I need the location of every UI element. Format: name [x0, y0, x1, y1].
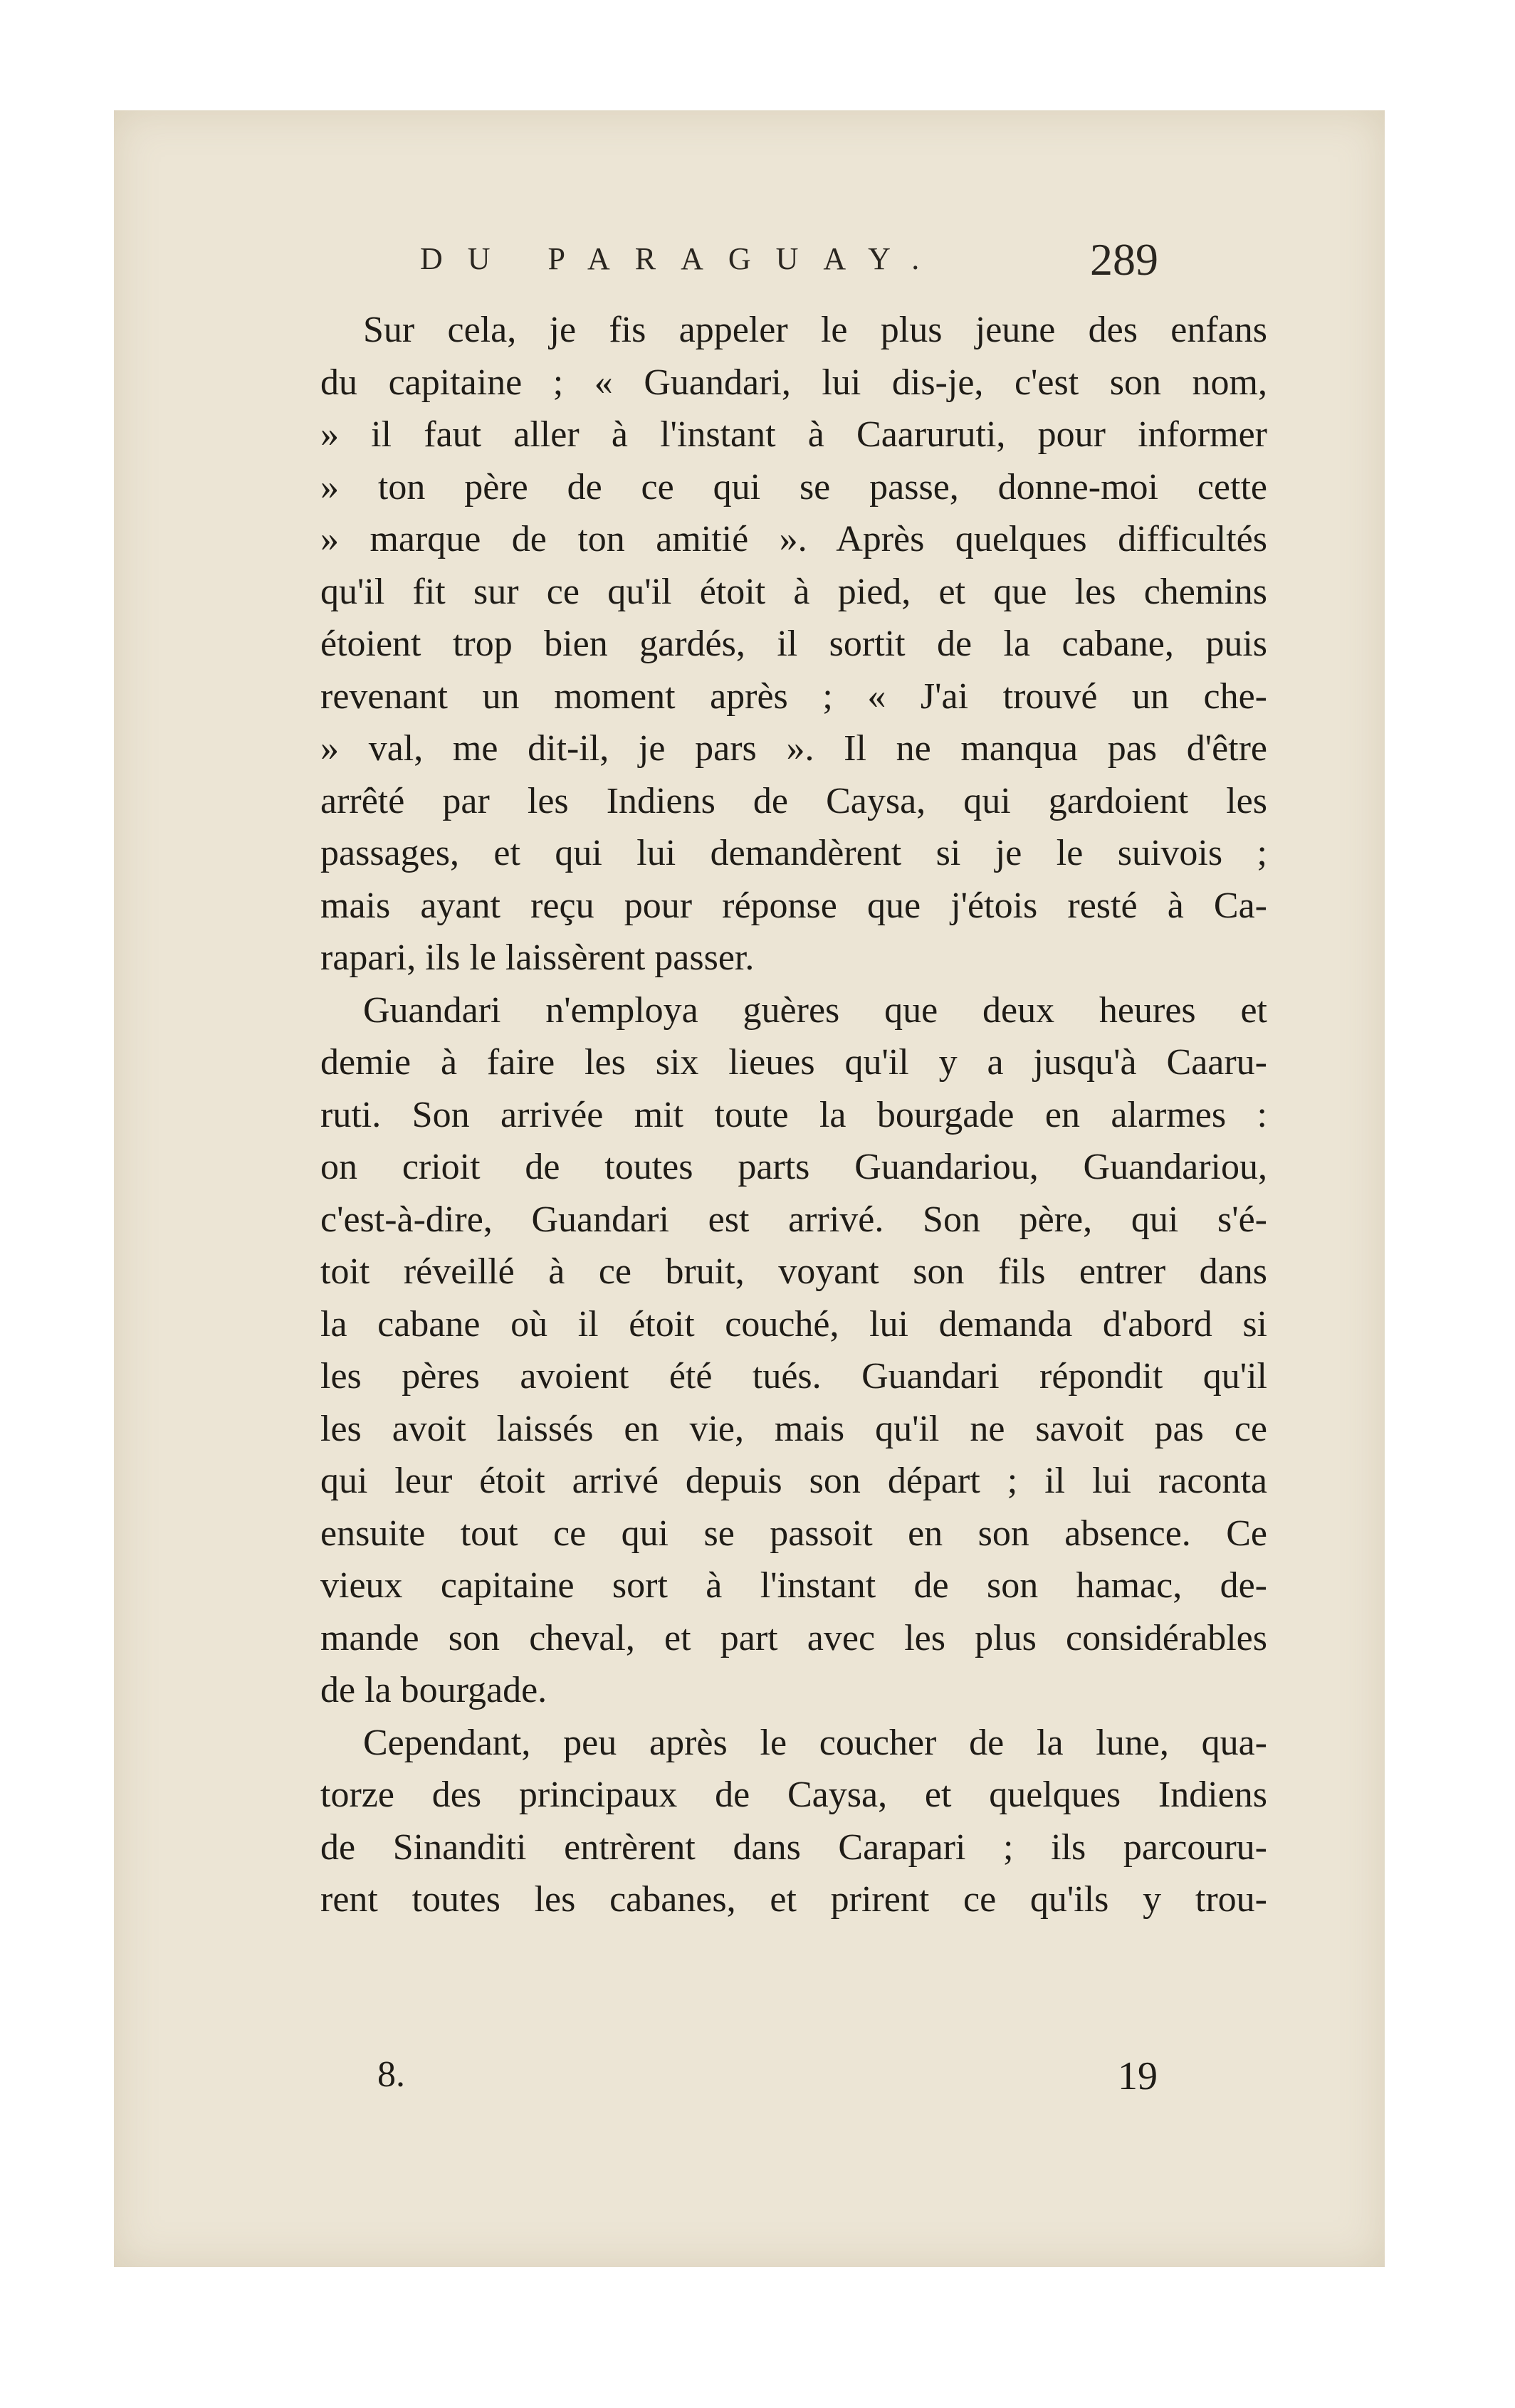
text-line: passages, et qui lui demandèrent si je le suivois ;: [320, 833, 1267, 873]
text-line: les avoit laissés en vie, mais qu'il ne savoit pas ce: [320, 1408, 1267, 1449]
text-line: rent toutes les cabanes, et prirent ce qu'ils y trou-: [320, 1879, 1267, 1920]
text-line: de la bourgade.: [320, 1670, 547, 1710]
page-number: 289: [1090, 234, 1158, 285]
text-line: » ton père de ce qui se passe, donne-moi cette: [320, 466, 1267, 508]
text-line: » marque de ton amitié ». Après quelques difficultés: [320, 519, 1267, 559]
text-line: Cependant, peu après le coucher de la lune, qua-: [363, 1722, 1267, 1763]
signature-mark: 8.: [377, 2054, 405, 2095]
text-line: qu'il fit sur ce qu'il étoit à pied, et que les chemins: [320, 571, 1267, 612]
text-line: mande son cheval, et part avec les plus considérables: [320, 1617, 1267, 1658]
text-line: » il faut aller à l'instant à Caaruruti, pour informer: [320, 414, 1267, 455]
text-line: toit réveillé à ce bruit, voyant son fils entrer dans: [320, 1251, 1267, 1292]
page-footer: [114, 2054, 1385, 2110]
text-line: du capitaine ; « Guandari, lui dis-je, c'est son nom,: [320, 362, 1267, 403]
gathering-number: 19: [1118, 2054, 1158, 2098]
text-line: ruti. Son arrivée mit toute la bourgade en alarmes :: [320, 1094, 1267, 1135]
body-text: [320, 304, 1267, 1926]
text-line: qui leur étoit arrivé depuis son départ ; il lui raconta: [320, 1461, 1267, 1501]
text-line: de Sinanditi entrèrent dans Carapari ; ils parcouru-: [320, 1826, 1267, 1868]
text-line: ensuite tout ce qui se passoit en son absence. Ce: [320, 1513, 1267, 1554]
text-line: c'est-à-dire, Guandari est arrivé. Son père, qui s'é-: [320, 1199, 1267, 1240]
text-line: torze des principaux de Caysa, et quelques Indiens: [320, 1775, 1267, 1815]
page-header: [114, 233, 1385, 298]
text-line: arrêté par les Indiens de Caysa, qui gardoient les: [320, 780, 1267, 821]
text-line: Sur cela, je fis appeler le plus jeune des enfans: [363, 310, 1267, 350]
text-line: » val, me dit-il, je pars ». Il ne manqua pas d'être: [320, 728, 1267, 769]
text-line: Guandari n'employa guères que deux heures et: [363, 989, 1267, 1031]
text-line: revenant un moment après ; « J'ai trouvé un che-: [320, 675, 1267, 717]
text-line: on crioit de toutes parts Guandariou, Guandariou,: [320, 1147, 1267, 1187]
text-line: étoient trop bien gardés, il sortit de la cabane, puis: [320, 624, 1267, 664]
text-line: la cabane où il étoit couché, lui demanda d'abord si: [320, 1303, 1267, 1345]
running-title: DU PARAGUAY.: [420, 241, 945, 276]
text-line: vieux capitaine sort à l'instant de son hamac, de-: [320, 1565, 1267, 1606]
text-line: demie à faire les six lieues qu'il y a jusqu'à Caaru-: [320, 1042, 1267, 1083]
text-line: mais ayant reçu pour réponse que j'étois resté à Ca-: [320, 885, 1267, 926]
text-line: les pères avoient été tués. Guandari répondit qu'il: [320, 1356, 1267, 1397]
text-line: rapari, ils le laissèrent passer.: [320, 937, 755, 978]
book-page: [114, 110, 1385, 2267]
